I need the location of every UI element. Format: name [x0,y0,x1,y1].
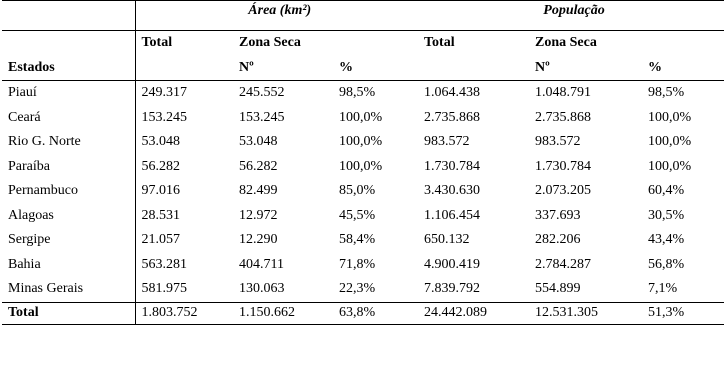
total-label: Total [2,302,135,324]
population-total-cell: 7.839.792 [424,281,480,297]
population-total-header: Total [424,35,455,50]
area-zona-seca-n-cell: 12.290 [239,232,278,248]
table-body [2,81,724,303]
area-total-cell: 153.245 [141,109,187,125]
population-zona-seca-pct-cell: 30,5% [648,207,685,223]
area-zona-seca-pct-cell: 22,3% [339,281,376,297]
table-row [2,228,724,253]
area-zona-seca-pct-cell: 98,5% [339,85,376,101]
population-total-cell: 650.132 [424,232,470,248]
subheader-row-1 [2,31,724,56]
area-total-cell: 97.016 [141,183,180,199]
area-zona-seca-n-cell: 56.282 [239,158,278,174]
states-dry-zone-table [2,0,724,325]
area-total-cell: 249.317 [141,85,187,101]
population-zona-seca-pct-cell: 7,1% [648,281,678,297]
area-zona-seca-n-cell: 53.048 [239,134,278,150]
area-zona-seca-n-cell: 245.552 [239,85,285,101]
population-percent-header: % [642,55,724,81]
area-zona-seca-n-cell: 130.063 [239,281,285,297]
population-zona-seca-n-cell: 2.784.287 [535,256,591,272]
population-zona-seca-n-cell: 337.693 [535,207,581,223]
population-zona-seca-pct-cell: 100,0% [648,109,692,125]
population-zona-seca-pct-cell: 100,0% [648,134,692,150]
population-group-header: População [418,1,724,31]
population-total-cell: 1.106.454 [424,207,480,223]
area-zona-seca-n-cell: 82.499 [239,183,278,199]
area-total-cell: 56.282 [141,158,180,174]
population-total-cell: 2.735.868 [424,109,480,125]
area-total-header: Total [141,35,173,50]
population-total-cell: 1.064.438 [424,85,480,101]
state-name-cell: Bahia [2,253,135,278]
total-row [2,302,724,324]
area-zona-seca-pct-cell: 85,0% [339,183,376,199]
area-percent-header: % [333,55,418,81]
subheader-row-2 [2,55,724,81]
population-zona-seca-pct-cell: 56,8% [648,256,685,272]
area-zona-seca-n-cell: 153.245 [239,109,285,125]
table-row [2,179,724,204]
population-total-cell: 3.430.630 [424,183,480,199]
population-total-cell: 1.730.784 [424,158,480,174]
population-zona-seca-pct-cell: 43,4% [648,232,685,248]
area-zona-seca-pct-cell: 71,8% [339,256,376,272]
empty-subheader-cell [2,31,135,56]
population-zona-seca-n-cell: 2.073.205 [535,183,591,199]
total-pop-total: 24.442.089 [418,302,529,324]
area-total-cell: 28.531 [141,207,180,223]
population-zona-seca-pct-cell: 98,5% [648,85,685,101]
state-name-cell: Minas Gerais [2,277,135,302]
area-numero-header: Nº [233,55,333,81]
state-name-cell: Alagoas [2,204,135,229]
state-name-cell: Piauí [2,81,135,106]
area-total-cell: 581.975 [141,281,187,297]
population-zona-seca-header: Zona Seca [535,35,597,50]
area-total-cell: 53.048 [141,134,180,150]
population-zona-seca-n-cell: 1.730.784 [535,158,591,174]
state-name-cell: Paraíba [2,155,135,180]
area-zona-seca-n-cell: 12.972 [239,207,278,223]
area-zona-seca-pct-cell: 45,5% [339,207,376,223]
state-name-cell: Ceará [2,106,135,131]
population-zona-seca-n-cell: 2.735.868 [535,109,591,125]
area-total-cell: 21.057 [141,232,180,248]
table-row [2,253,724,278]
table-row [2,106,724,131]
population-zona-seca-n-cell: 983.572 [535,134,581,150]
area-zona-seca-pct-cell: 58,4% [339,232,376,248]
population-zona-seca-pct-cell: 60,4% [648,183,685,199]
state-name-cell: Rio G. Norte [2,130,135,155]
area-zona-seca-pct-cell: 100,0% [339,134,383,150]
area-total-cell: 563.281 [141,256,187,272]
group-header-row [2,1,724,31]
empty-corner-cell [2,1,135,31]
table-row [2,277,724,302]
total-pop-zs-pct: 51,3% [642,302,724,324]
table-row [2,155,724,180]
population-total-cell: 4.900.419 [424,256,480,272]
total-pop-zs-n: 12.531.305 [529,302,642,324]
population-total-cell: 983.572 [424,134,470,150]
population-zona-seca-n-cell: 1.048.791 [535,85,591,101]
total-area-total: 1.803.752 [135,302,233,324]
population-zona-seca-pct-cell: 100,0% [648,158,692,174]
state-name-cell: Sergipe [2,228,135,253]
table-row [2,81,724,106]
population-numero-header: Nº [529,55,642,81]
total-area-zs-pct: 63,8% [333,302,418,324]
area-zona-seca-n-cell: 404.711 [239,256,284,272]
population-zona-seca-n-cell: 282.206 [535,232,581,248]
population-total-empty [418,55,529,81]
table-row [2,204,724,229]
area-zona-seca-pct-cell: 100,0% [339,158,383,174]
population-zona-seca-n-cell: 554.899 [535,281,581,297]
area-total-empty [135,55,233,81]
state-name-cell: Pernambuco [2,179,135,204]
table-row [2,130,724,155]
estados-header: Estados [2,55,135,81]
area-zona-seca-header: Zona Seca [239,35,301,50]
area-zona-seca-pct-cell: 100,0% [339,109,383,125]
total-area-zs-n: 1.150.662 [233,302,333,324]
area-group-header: Área (km²) [135,1,418,31]
